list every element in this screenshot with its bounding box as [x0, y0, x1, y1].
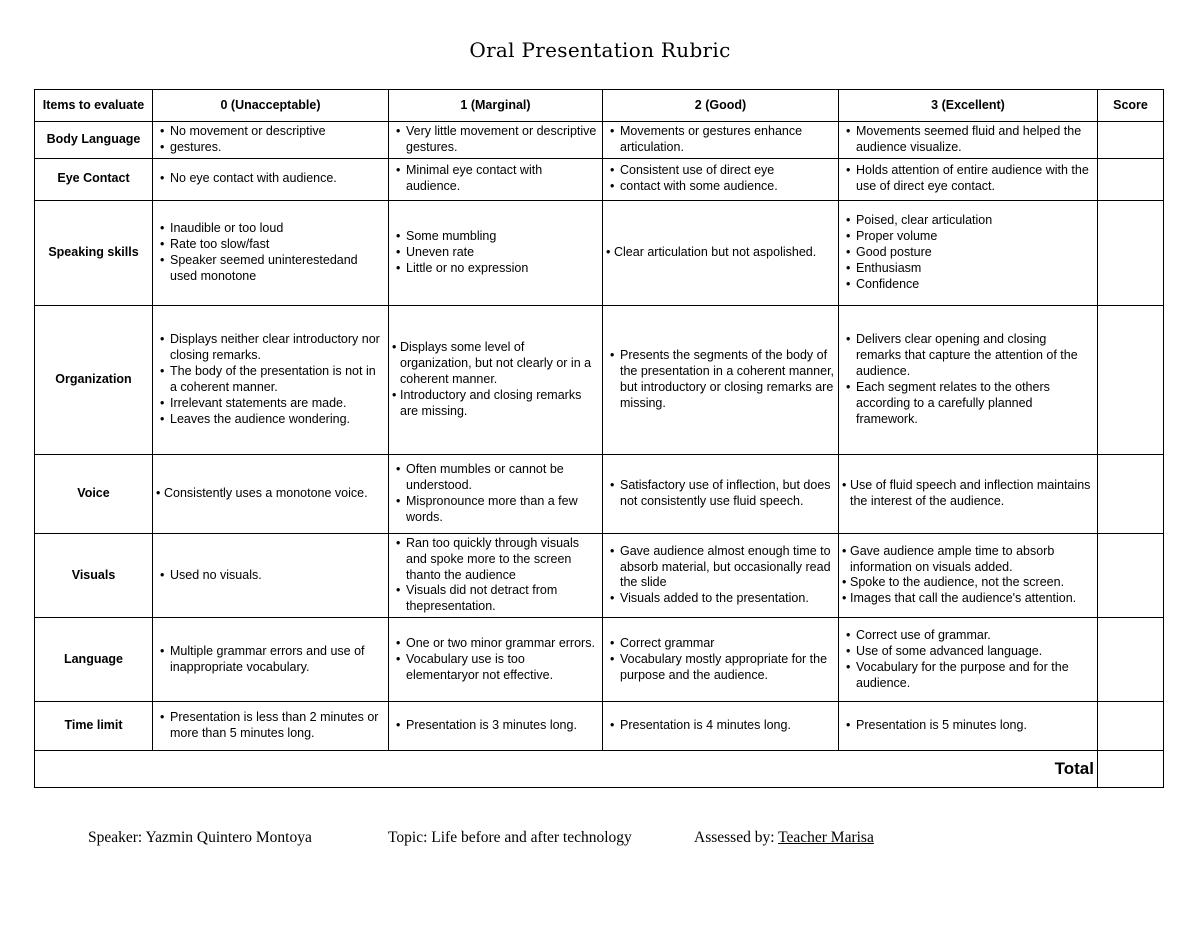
criterion-bullet: • Displays some level of organization, but not clearly or in a coherent manner.: [392, 340, 599, 388]
header-excellent: 3 (Excellent): [839, 90, 1098, 122]
cell-excellent: [839, 305, 1098, 454]
criterion-bullet: • Enthusiasm: [842, 261, 1094, 277]
criterion-bullet: • Presentation is 3 minutes long.: [392, 718, 599, 734]
total-score-cell[interactable]: [1098, 751, 1164, 788]
criterion-bullet: • Correct use of grammar.: [842, 628, 1094, 644]
criterion-bullet: • Visuals did not detract from thepresentation.: [392, 583, 599, 615]
cell-unacceptable: [153, 305, 389, 454]
header-row: [35, 90, 1164, 122]
criterion-bullet: • Ran too quickly through visuals and spoke more to the screen thanto the audience: [392, 536, 599, 584]
criterion-bullet: • Uneven rate: [392, 245, 599, 261]
criterion-bullet: • Each segment relates to the others according to a carefully planned framework.: [842, 380, 1094, 428]
criterion-bullet: • Multiple grammar errors and use of inappropriate vocabulary.: [156, 644, 385, 676]
criterion-bullet: • No eye contact with audience.: [156, 171, 385, 187]
cell-good: [603, 618, 839, 702]
cell-unacceptable: [153, 618, 389, 702]
cell-marginal: [389, 533, 603, 617]
criterion-bullet: • Very little movement or descriptive gestures.: [392, 124, 599, 156]
cell-unacceptable: [153, 454, 389, 533]
item-label: Organization: [35, 305, 153, 454]
score-cell[interactable]: [1098, 454, 1164, 533]
criterion-bullet: • Correct grammar: [606, 636, 835, 652]
row-speaking-skills: [35, 200, 1164, 305]
header-score: Score: [1098, 90, 1164, 122]
cell-good: [603, 454, 839, 533]
total-row: [35, 751, 1164, 788]
cell-marginal: [389, 200, 603, 305]
topic-text: Topic: Life before and after technology: [388, 829, 632, 846]
criterion-bullet: • Presentation is less than 2 minutes or more than 5 minutes long.: [156, 710, 385, 742]
cell-marginal: [389, 702, 603, 751]
cell-unacceptable: [153, 158, 389, 200]
page-title: Oral Presentation Rubric: [469, 38, 731, 62]
header-marginal: 1 (Marginal): [389, 90, 603, 122]
rubric-table: [34, 89, 1164, 788]
cell-excellent: [839, 618, 1098, 702]
criterion-bullet: • Irrelevant statements are made.: [156, 396, 385, 412]
speaker-text: Speaker: Yazmin Quintero Montoya: [88, 829, 312, 846]
criterion-bullet: • contact with some audience.: [606, 179, 835, 195]
total-label: Total: [35, 751, 1098, 788]
criterion-bullet: • Presentation is 4 minutes long.: [606, 718, 835, 734]
criterion-bullet: • Use of fluid speech and inflection maintains the interest of the audience.: [842, 478, 1094, 510]
cell-unacceptable: [153, 533, 389, 617]
score-cell[interactable]: [1098, 702, 1164, 751]
score-cell[interactable]: [1098, 533, 1164, 617]
cell-good: [603, 122, 839, 159]
cell-good: [603, 702, 839, 751]
cell-good: [603, 305, 839, 454]
criterion-bullet: • Vocabulary mostly appropriate for the purpose and the audience.: [606, 652, 835, 684]
criterion-bullet: • Presentation is 5 minutes long.: [842, 718, 1094, 734]
criterion-bullet: • Introductory and closing remarks are missing.: [392, 388, 599, 420]
header-unacceptable: 0 (Unacceptable): [153, 90, 389, 122]
cell-good: [603, 158, 839, 200]
criterion-bullet: • Images that call the audience's attention.: [842, 591, 1094, 607]
criterion-bullet: • Gave audience ample time to absorb information on visuals added.: [842, 544, 1094, 576]
assessed-label: Assessed by:: [694, 829, 779, 846]
row-time-limit: [35, 702, 1164, 751]
cell-marginal: [389, 158, 603, 200]
cell-excellent: [839, 122, 1098, 159]
criterion-bullet: • Minimal eye contact with audience.: [392, 163, 599, 195]
row-eye-contact: [35, 158, 1164, 200]
score-cell[interactable]: [1098, 618, 1164, 702]
criterion-bullet: • Satisfactory use of inflection, but does not consistently use fluid speech.: [606, 478, 835, 510]
cell-excellent: [839, 454, 1098, 533]
cell-marginal: [389, 122, 603, 159]
cell-marginal: [389, 454, 603, 533]
criterion-bullet: • Consistent use of direct eye: [606, 163, 835, 179]
criterion-bullet: • Mispronounce more than a few words.: [392, 494, 599, 526]
score-cell[interactable]: [1098, 200, 1164, 305]
cell-marginal: [389, 618, 603, 702]
assessor-name: Teacher Marisa: [778, 829, 874, 846]
criterion-bullet: • Used no visuals.: [156, 568, 385, 584]
cell-excellent: [839, 200, 1098, 305]
criterion-bullet: • Some mumbling: [392, 229, 599, 245]
item-label: Visuals: [35, 533, 153, 617]
score-cell[interactable]: [1098, 158, 1164, 200]
criterion-bullet: • Movements seemed fluid and helped the audience visualize.: [842, 124, 1094, 156]
criterion-bullet: • The body of the presentation is not in a coherent manner.: [156, 364, 385, 396]
item-label: Voice: [35, 454, 153, 533]
criterion-bullet: • Confidence: [842, 277, 1094, 293]
item-label: Eye Contact: [35, 158, 153, 200]
criterion-bullet: • Visuals added to the presentation.: [606, 591, 835, 607]
criterion-bullet: • Inaudible or too loud: [156, 221, 385, 237]
assessed-by: [694, 829, 874, 847]
criterion-bullet: • Vocabulary for the purpose and for the audience.: [842, 660, 1094, 692]
header-items: Items to evaluate: [35, 90, 153, 122]
criterion-bullet: • Delivers clear opening and closing remarks that capture the attention of the audience.: [842, 332, 1094, 380]
row-body-language: [35, 122, 1164, 159]
criterion-bullet: • Use of some advanced language.: [842, 644, 1094, 660]
criterion-bullet: • Speaker seemed uninterestedand used monotone: [156, 253, 385, 285]
row-language: [35, 618, 1164, 702]
cell-unacceptable: [153, 122, 389, 159]
criterion-bullet: • One or two minor grammar errors.: [392, 636, 599, 652]
item-label: Time limit: [35, 702, 153, 751]
criterion-bullet: • Good posture: [842, 245, 1094, 261]
criterion-bullet: • Often mumbles or cannot be understood.: [392, 462, 599, 494]
criterion-bullet: • Movements or gestures enhance articulation.: [606, 124, 835, 156]
item-label: Body Language: [35, 122, 153, 159]
cell-unacceptable: [153, 200, 389, 305]
score-cell[interactable]: [1098, 122, 1164, 159]
cell-good: [603, 200, 839, 305]
cell-excellent: [839, 158, 1098, 200]
criterion-bullet: • Poised, clear articulation: [842, 213, 1094, 229]
cell-marginal: [389, 305, 603, 454]
score-cell[interactable]: [1098, 305, 1164, 454]
criterion-bullet: • Displays neither clear introductory nor closing remarks.: [156, 332, 385, 364]
item-label: Speaking skills: [35, 200, 153, 305]
item-label: Language: [35, 618, 153, 702]
criterion-bullet: • Spoke to the audience, not the screen.: [842, 575, 1094, 591]
row-voice: [35, 454, 1164, 533]
criterion-bullet: • Leaves the audience wondering.: [156, 412, 385, 428]
cell-unacceptable: [153, 702, 389, 751]
criterion-bullet: • Gave audience almost enough time to absorb material, but occasionally read the slide: [606, 544, 835, 592]
cell-excellent: [839, 702, 1098, 751]
criterion-bullet: • gestures.: [156, 140, 385, 156]
cell-good: [603, 533, 839, 617]
cell-excellent: [839, 533, 1098, 617]
criterion-bullet: • Little or no expression: [392, 261, 599, 277]
criterion-bullet: • Presents the segments of the body of the presentation in a coherent manner, but introductory or closing remarks are missing.: [606, 348, 835, 412]
criterion-bullet: • Holds attention of entire audience with the use of direct eye contact.: [842, 163, 1094, 195]
row-organization: [35, 305, 1164, 454]
criterion-bullet: • Vocabulary use is too elementaryor not effective.: [392, 652, 599, 684]
criterion-bullet: • Consistently uses a monotone voice.: [156, 486, 385, 502]
criterion-bullet: • No movement or descriptive: [156, 124, 385, 140]
header-good: 2 (Good): [603, 90, 839, 122]
criterion-bullet: • Rate too slow/fast: [156, 237, 385, 253]
criterion-bullet: • Proper volume: [842, 229, 1094, 245]
criterion-bullet: • Clear articulation but not aspolished.: [606, 245, 835, 261]
row-visuals: [35, 533, 1164, 617]
